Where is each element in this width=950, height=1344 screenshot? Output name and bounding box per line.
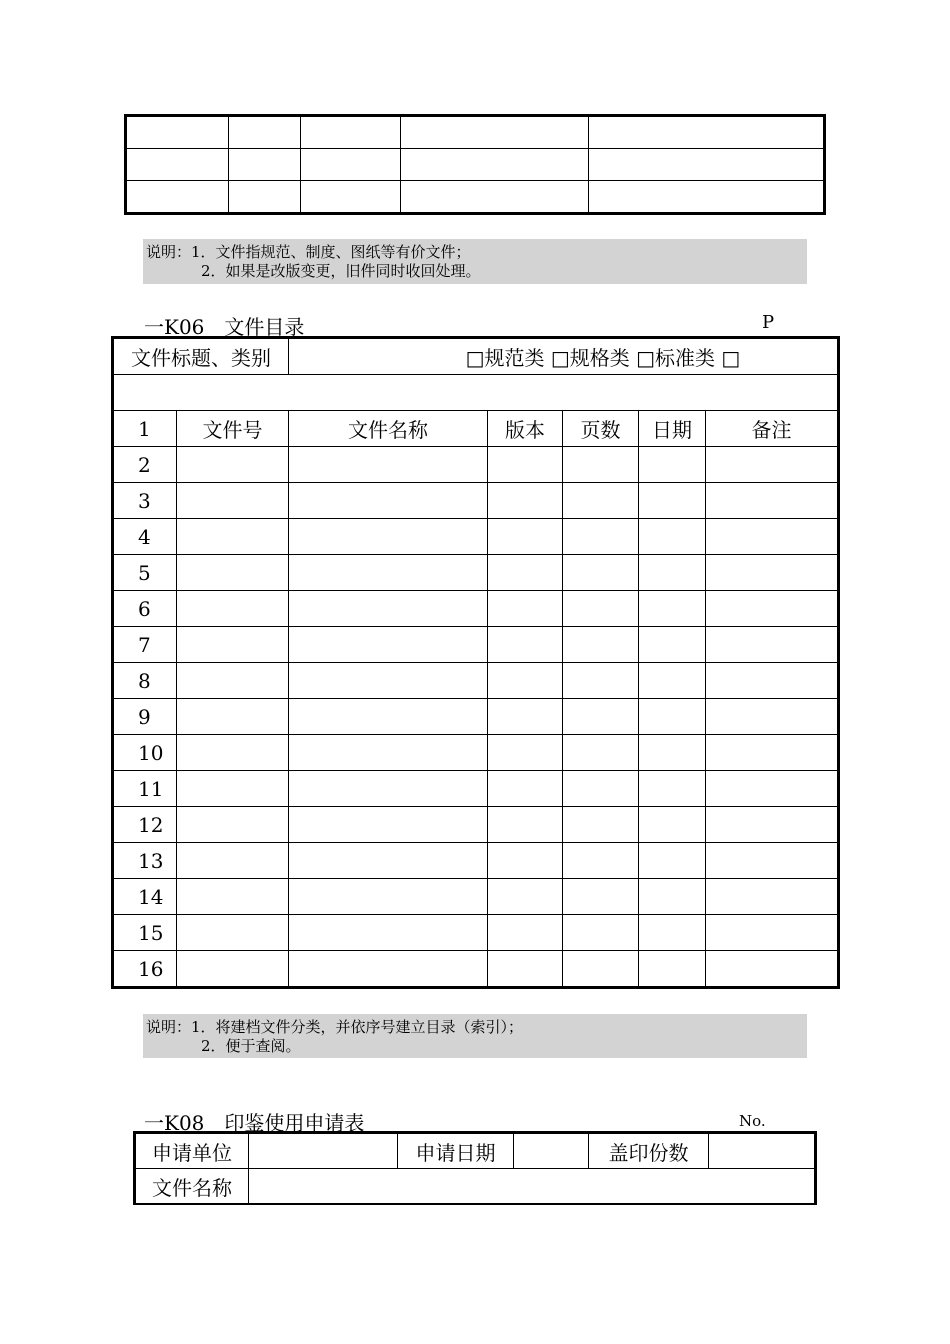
table-cell[interactable]: [563, 519, 639, 555]
row-number: 15: [113, 915, 177, 951]
note-box-1: [143, 239, 807, 284]
row-number: 11: [113, 771, 177, 807]
table-cell[interactable]: [639, 735, 706, 771]
table-cell[interactable]: [488, 771, 563, 807]
apply-date-field[interactable]: [514, 1133, 589, 1169]
table-row: [113, 915, 839, 951]
table-cell[interactable]: [126, 116, 229, 149]
table-cell[interactable]: [639, 591, 706, 627]
table-row: [113, 519, 839, 555]
table-cell[interactable]: [488, 483, 563, 519]
table-cell[interactable]: [301, 116, 401, 149]
table-cell[interactable]: [177, 771, 289, 807]
table-cell[interactable]: [289, 519, 488, 555]
table-cell[interactable]: [488, 951, 563, 988]
table-cell[interactable]: [639, 663, 706, 699]
table-cell[interactable]: [706, 951, 839, 988]
table-row: [113, 555, 839, 591]
row-number: 14: [113, 879, 177, 915]
table-cell[interactable]: [177, 879, 289, 915]
table-row: [126, 116, 825, 149]
header-cell: 页数: [563, 411, 639, 447]
table-cell[interactable]: [706, 483, 839, 519]
table-cell[interactable]: [563, 699, 639, 735]
row-number: 8: [113, 663, 177, 699]
k08-table: [133, 1131, 817, 1205]
table-cell[interactable]: [229, 116, 301, 149]
table-cell[interactable]: [177, 627, 289, 663]
table-cell[interactable]: [177, 735, 289, 771]
table-cell[interactable]: [177, 699, 289, 735]
table-cell[interactable]: [706, 843, 839, 879]
table-row: [113, 483, 839, 519]
table-cell[interactable]: [488, 735, 563, 771]
table-cell[interactable]: [706, 879, 839, 915]
note-line: 2．便于查阅。: [201, 1037, 301, 1055]
apply-unit-label: 申请单位: [135, 1133, 249, 1169]
table-cell[interactable]: [563, 915, 639, 951]
copies-label: 盖印份数: [589, 1133, 709, 1169]
table-cell[interactable]: [177, 951, 289, 988]
table-cell[interactable]: [289, 627, 488, 663]
table-cell[interactable]: [639, 807, 706, 843]
table-cell[interactable]: [706, 555, 839, 591]
k08-title: 一K08 印鉴使用申请表: [144, 1111, 365, 1135]
header-cell: 1: [113, 411, 177, 447]
table-cell[interactable]: [401, 181, 589, 214]
table-cell[interactable]: [563, 483, 639, 519]
table-row: [113, 338, 839, 375]
table-cell[interactable]: [563, 807, 639, 843]
table-cell[interactable]: [177, 663, 289, 699]
table-row: [126, 181, 825, 214]
table-cell[interactable]: [706, 735, 839, 771]
note-box-2: [143, 1014, 807, 1058]
apply-unit-field[interactable]: [249, 1133, 398, 1169]
table-cell[interactable]: [401, 116, 589, 149]
table-cell[interactable]: [706, 807, 839, 843]
table-row: [113, 879, 839, 915]
table-cell[interactable]: [488, 915, 563, 951]
table-cell[interactable]: [563, 627, 639, 663]
table-row: [113, 375, 839, 411]
row-number: 6: [113, 591, 177, 627]
table-cell[interactable]: [289, 771, 488, 807]
table-cell[interactable]: [706, 699, 839, 735]
header-cell: 文件号: [177, 411, 289, 447]
table-cell[interactable]: [177, 843, 289, 879]
table-cell[interactable]: [639, 519, 706, 555]
table-cell[interactable]: [488, 807, 563, 843]
k08-no-label: No.: [739, 1112, 766, 1130]
table-cell[interactable]: [706, 519, 839, 555]
table-cell[interactable]: [289, 663, 488, 699]
table-cell[interactable]: [488, 663, 563, 699]
table-cell[interactable]: [177, 915, 289, 951]
table-cell[interactable]: [177, 447, 289, 483]
row-number: 9: [113, 699, 177, 735]
note-line: 说明：1．文件指规范、制度、图纸等有价文件；: [146, 243, 471, 261]
table-row: [135, 1133, 816, 1169]
table-cell[interactable]: [289, 735, 488, 771]
row-number: 5: [113, 555, 177, 591]
table-row: [113, 627, 839, 663]
table-cell[interactable]: [589, 181, 825, 214]
table-cell[interactable]: [488, 447, 563, 483]
table-cell[interactable]: [177, 807, 289, 843]
table-cell[interactable]: [706, 663, 839, 699]
top-table: [124, 114, 826, 215]
title-input-cell[interactable]: [113, 375, 839, 411]
table-cell[interactable]: [177, 555, 289, 591]
apply-date-label: 申请日期: [398, 1133, 514, 1169]
table-cell[interactable]: [639, 915, 706, 951]
table-cell[interactable]: [639, 699, 706, 735]
table-cell[interactable]: [563, 843, 639, 879]
table-cell[interactable]: [639, 771, 706, 807]
table-cell[interactable]: [706, 771, 839, 807]
table-cell[interactable]: [126, 149, 229, 181]
note-line: 说明：1．将建档文件分类，并依序号建立目录（索引）；: [146, 1018, 524, 1036]
table-cell[interactable]: [563, 951, 639, 988]
k06-table: [111, 336, 840, 989]
table-cell[interactable]: [706, 591, 839, 627]
table-cell[interactable]: [289, 915, 488, 951]
table-cell[interactable]: [177, 483, 289, 519]
table-cell[interactable]: [289, 699, 488, 735]
table-cell[interactable]: [639, 483, 706, 519]
category-checkboxes[interactable]: □规范类 □规格类 □标准类 □: [289, 338, 839, 375]
table-row: [113, 591, 839, 627]
table-cell[interactable]: [488, 699, 563, 735]
table-cell[interactable]: [177, 519, 289, 555]
table-cell[interactable]: [639, 627, 706, 663]
table-row: [113, 447, 839, 483]
header-cell: 备注: [706, 411, 839, 447]
table-cell[interactable]: [488, 519, 563, 555]
row-number: 7: [113, 627, 177, 663]
table-cell[interactable]: [289, 879, 488, 915]
table-cell[interactable]: [563, 879, 639, 915]
table-cell[interactable]: [563, 771, 639, 807]
table-cell[interactable]: [488, 591, 563, 627]
table-cell[interactable]: [229, 149, 301, 181]
table-cell[interactable]: [589, 149, 825, 181]
table-cell[interactable]: [289, 807, 488, 843]
table-cell[interactable]: [177, 591, 289, 627]
table-cell[interactable]: [563, 735, 639, 771]
k06-title: 一K06 文件目录: [144, 315, 305, 339]
table-cell[interactable]: [563, 663, 639, 699]
table-row: [113, 663, 839, 699]
table-cell[interactable]: [706, 447, 839, 483]
table-cell[interactable]: [563, 555, 639, 591]
row-number: 3: [113, 483, 177, 519]
table-cell[interactable]: [639, 447, 706, 483]
table-cell[interactable]: [706, 627, 839, 663]
header-cell: 文件名称: [289, 411, 488, 447]
table-cell[interactable]: [488, 627, 563, 663]
table-row: [113, 735, 839, 771]
table-cell[interactable]: [289, 447, 488, 483]
k06-page-mark: P: [762, 312, 775, 333]
table-row: [113, 843, 839, 879]
row-number: 10: [113, 735, 177, 771]
row-number: 2: [113, 447, 177, 483]
doc-name-field[interactable]: [249, 1169, 816, 1205]
row-number: 4: [113, 519, 177, 555]
table-cell[interactable]: [488, 555, 563, 591]
table-row: [113, 951, 839, 988]
table-cell[interactable]: [563, 447, 639, 483]
table-cell[interactable]: [563, 591, 639, 627]
row-number: 13: [113, 843, 177, 879]
table-cell[interactable]: [301, 149, 401, 181]
table-cell[interactable]: [488, 843, 563, 879]
table-cell[interactable]: [488, 879, 563, 915]
table-cell[interactable]: [289, 483, 488, 519]
header-cell: 版本: [488, 411, 563, 447]
table-cell[interactable]: [706, 915, 839, 951]
row-number: 12: [113, 807, 177, 843]
table-cell[interactable]: [301, 181, 401, 214]
table-cell[interactable]: [401, 149, 589, 181]
table-row: [113, 771, 839, 807]
table-cell[interactable]: [639, 843, 706, 879]
table-row: [135, 1169, 816, 1205]
header-cell: 日期: [639, 411, 706, 447]
row-number: 16: [113, 951, 177, 988]
table-row: [126, 149, 825, 181]
table-cell[interactable]: [229, 181, 301, 214]
title-category-label: 文件标题、类别: [113, 338, 289, 375]
table-cell[interactable]: [289, 951, 488, 988]
table-cell[interactable]: [639, 951, 706, 988]
table-row: [113, 699, 839, 735]
note-line: 2．如果是改版变更，旧件同时收回处理。: [201, 262, 481, 280]
table-cell[interactable]: [289, 591, 488, 627]
table-cell[interactable]: [289, 555, 488, 591]
table-cell[interactable]: [289, 843, 488, 879]
table-cell[interactable]: [639, 879, 706, 915]
table-cell[interactable]: [589, 116, 825, 149]
table-row: [113, 807, 839, 843]
header-row: [113, 411, 839, 447]
copies-field[interactable]: [709, 1133, 816, 1169]
table-cell[interactable]: [126, 181, 229, 214]
doc-name-label: 文件名称: [135, 1169, 249, 1205]
table-cell[interactable]: [639, 555, 706, 591]
